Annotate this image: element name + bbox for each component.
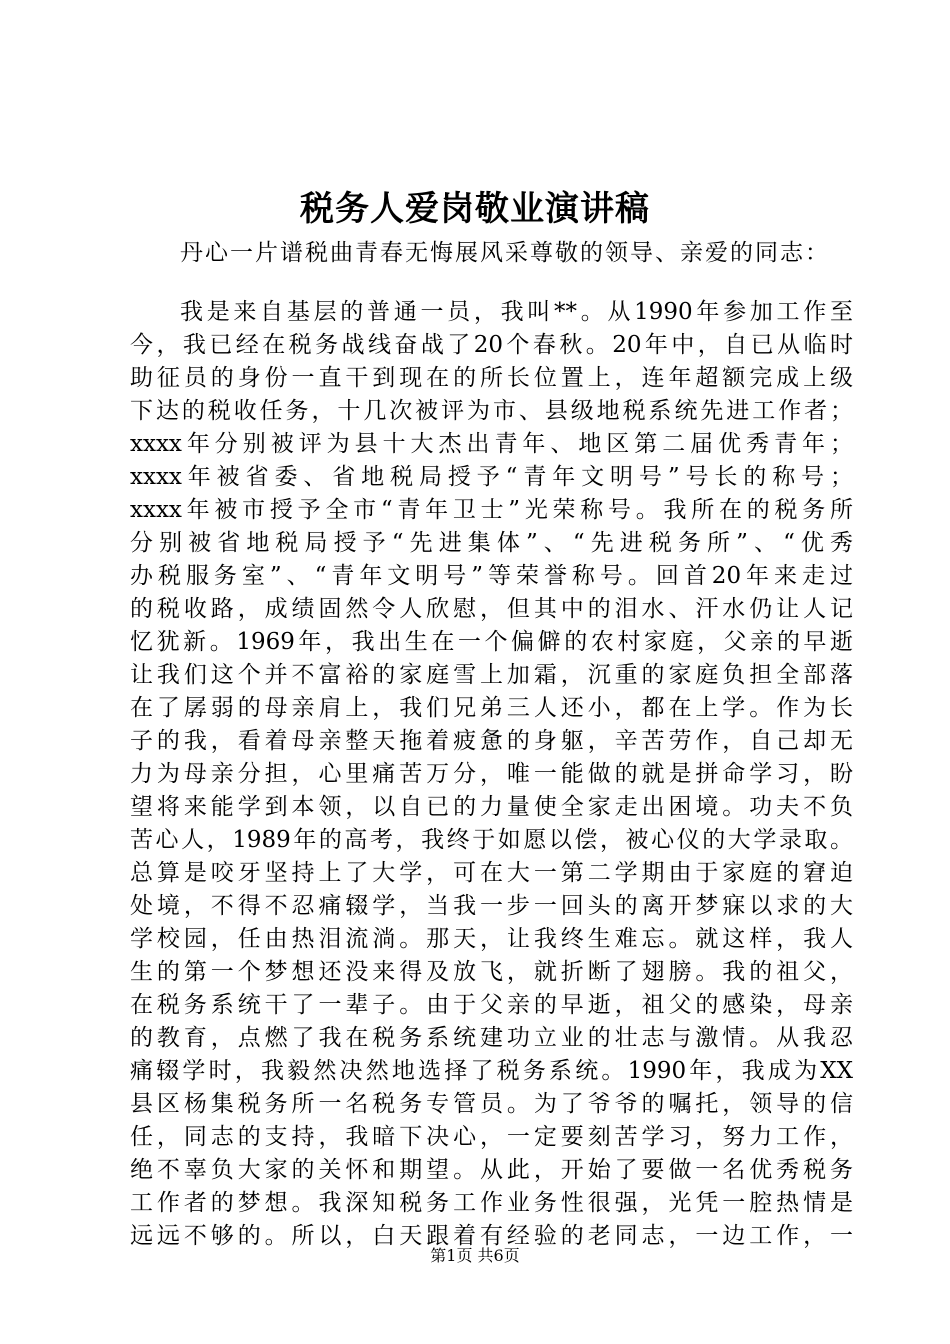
body-line: 今，我已经在税务战线奋战了20个春秋。20年中，自已从临时 bbox=[130, 332, 853, 358]
body-line: xxxx年被省委、省地税局授予“青年文明号”号长的称号； bbox=[130, 464, 853, 490]
body-line: 痛辍学时，我毅然决然地选择了税务系统。1990年，我成为XX bbox=[130, 1058, 853, 1084]
document-body bbox=[130, 296, 853, 1253]
body-line: 苦心人，1989年的高考，我终于如愿以偿，被心仪的大学录取。 bbox=[130, 827, 853, 853]
body-line: 绝不辜负大家的关怀和期望。从此，开始了要做一名优秀税务 bbox=[130, 1157, 853, 1183]
body-line: 县区杨集税务所一名税务专管员。为了爷爷的嘱托，领导的信 bbox=[130, 1091, 853, 1117]
body-line: 处境，不得不忍痛辍学，当我一步一回头的离开梦寐以求的大 bbox=[130, 893, 853, 919]
body-line: 助征员的身份一直干到现在的所长位置上，连年超额完成上级 bbox=[130, 365, 853, 391]
body-line: 办税服务室”、“青年文明号”等荣誉称号。回首20年来走过 bbox=[130, 563, 853, 589]
body-line: 忆犹新。1969年，我出生在一个偏僻的农村家庭，父亲的早逝 bbox=[130, 629, 853, 655]
body-line: 总算是咬牙坚持上了大学，可在大一第二学期由于家庭的窘迫 bbox=[130, 860, 853, 886]
body-line: xxxx年分别被评为县十大杰出青年、地区第二届优秀青年； bbox=[130, 431, 853, 457]
body-line: 力为母亲分担，心里痛苦万分，唯一能做的就是拼命学习，盼 bbox=[130, 761, 853, 787]
body-line: 让我们这个并不富裕的家庭雪上加霜，沉重的家庭负担全部落 bbox=[130, 662, 853, 688]
body-line: 生的第一个梦想还没来得及放飞，就折断了翅膀。我的祖父， bbox=[130, 959, 853, 985]
body-line: 任，同志的支持，我暗下决心，一定要刻苦学习，努力工作， bbox=[130, 1124, 853, 1150]
body-line: 我是来自基层的普通一员，我叫**。从1990年参加工作至 bbox=[180, 299, 853, 325]
body-line: 的教育，点燃了我在税务系统建功立业的壮志与激情。从我忍 bbox=[130, 1025, 853, 1051]
body-line: 下达的税收任务，十几次被评为市、县级地税系统先进工作者； bbox=[130, 398, 853, 424]
body-line: 工作者的梦想。我深知税务工作业务性很强，光凭一腔热情是 bbox=[130, 1190, 853, 1216]
page-footer: 第1页 共6页 bbox=[430, 1246, 520, 1265]
body-line: 望将来能学到本领，以自已的力量使全家走出困境。功夫不负 bbox=[130, 794, 853, 820]
body-line: 在了孱弱的母亲肩上，我们兄弟三人还小，都在上学。作为长 bbox=[130, 695, 853, 721]
body-line: 在税务系统干了一辈子。由于父亲的早逝，祖父的感染，母亲 bbox=[130, 992, 853, 1018]
body-line: 远远不够的。所以，白天跟着有经验的老同志，一边工作，一 bbox=[130, 1223, 853, 1249]
body-line: 的税收路，成绩固然令人欣慰，但其中的泪水、汗水仍让人记 bbox=[130, 596, 853, 622]
body-line: xxxx年被市授予全市“青年卫士”光荣称号。我所在的税务所 bbox=[130, 497, 853, 523]
body-line: 子的我，看着母亲整天拖着疲惫的身躯，辛苦劳作，自己却无 bbox=[130, 728, 853, 754]
document-subtitle: 丹心一片谱税曲青春无悔展风采尊敬的领导、亲爱的同志： bbox=[180, 240, 830, 266]
body-line: 分别被省地税局授予“先进集体”、“先进税务所”、“优秀 bbox=[130, 530, 853, 556]
body-line: 学校园，任由热泪流淌。那天，让我终生难忘。就这样，我人 bbox=[130, 926, 853, 952]
document-title: 税务人爱岗敬业演讲稿 bbox=[300, 189, 650, 229]
